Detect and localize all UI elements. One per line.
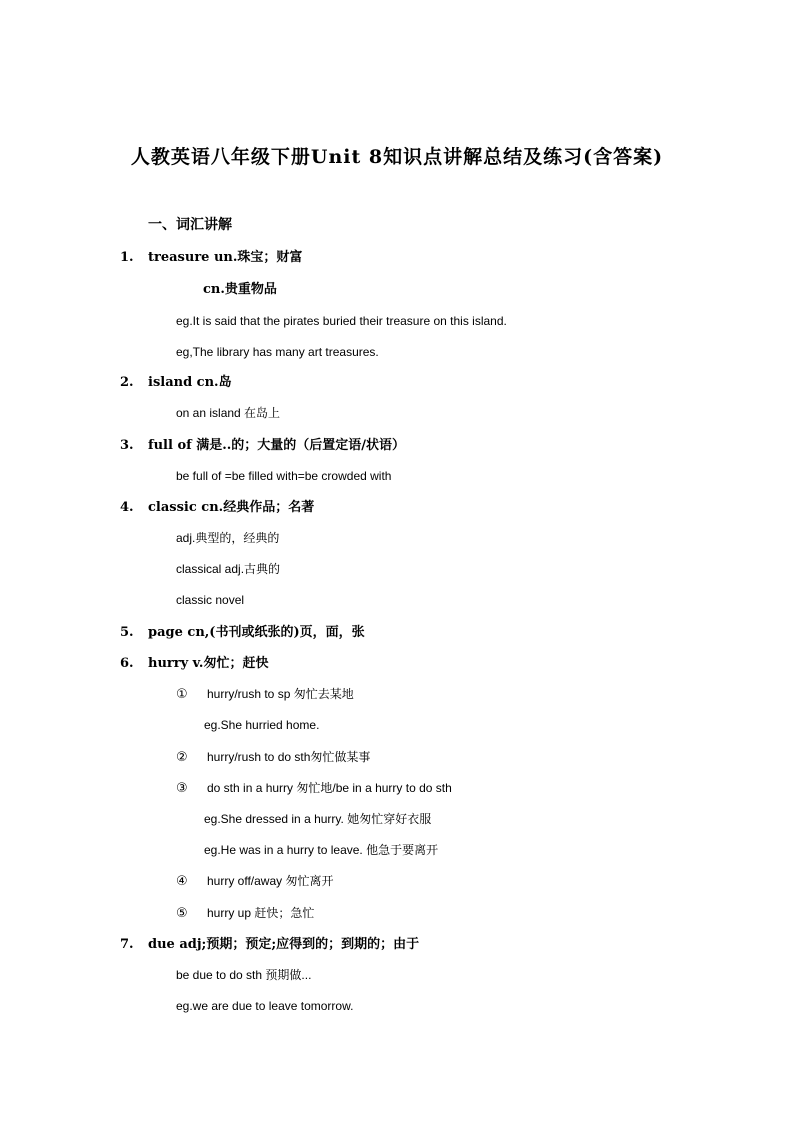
circled-number: ① [176, 687, 188, 702]
example-line: be full of =be filled with=be crowded with [176, 469, 392, 483]
item-number: 2. [120, 375, 134, 390]
point-text: hurry/rush to do sth匆忙做某事 [207, 750, 371, 764]
circled-number: ③ [176, 781, 188, 796]
item-number: 1. [120, 250, 134, 265]
item-number: 4. [120, 500, 134, 515]
example-line: be due to do sth 预期做... [176, 968, 312, 982]
vocab-heading: treasure un.珠宝；财富 [148, 250, 303, 265]
circled-number: ⑤ [176, 906, 188, 921]
point-text: hurry/rush to sp 匆忙去某地 [207, 687, 354, 701]
vocab-heading: due adj;预期；预定;应得到的；到期的；由于 [148, 937, 420, 952]
example-line: eg.we are due to leave tomorrow. [176, 999, 354, 1013]
vocab-heading: island cn.岛 [148, 375, 232, 390]
example-line: eg.He was in a hurry to leave. 他急于要离开 [204, 843, 439, 857]
section-heading: 一、词汇讲解 [148, 217, 232, 233]
item-number: 3. [120, 438, 134, 453]
vocab-subheading: cn.贵重物品 [203, 282, 277, 297]
item-number: 5. [120, 625, 134, 640]
example-line: eg,The library has many art treasures. [176, 345, 379, 359]
example-line: adj.典型的，经典的 [176, 531, 280, 545]
circled-number: ④ [176, 874, 188, 889]
example-line: eg.She hurried home. [204, 718, 320, 732]
circled-number: ② [176, 750, 188, 765]
item-number: 6. [120, 656, 134, 671]
vocab-heading: classic cn.经典作品；名著 [148, 500, 315, 515]
example-line: classical adj.古典的 [176, 562, 281, 576]
example-line: eg.She dressed in a hurry. 她匆忙穿好衣服 [204, 812, 432, 826]
point-text: hurry off/away 匆忙离开 [207, 874, 334, 888]
item-number: 7. [120, 937, 134, 952]
vocab-heading: full of 满是..的；大量的（后置定语/状语） [148, 438, 406, 453]
vocab-heading: hurry v.匆忙；赶快 [148, 656, 269, 671]
example-line: classic novel [176, 593, 245, 607]
page-title: 人教英语八年级下册Unit 8知识点讲解总结及练习(含答案) [130, 146, 664, 168]
point-text: hurry up 赶快；急忙 [207, 906, 315, 920]
point-text: do sth in a hurry 匆忙地/be in a hurry to do sth [207, 781, 452, 795]
example-line: eg.It is said that the pirates buried their treasure on this island. [176, 314, 507, 328]
example-line: on an island 在岛上 [176, 406, 281, 420]
vocab-heading: page cn,(书刊或纸张的)页，面，张 [148, 625, 365, 640]
